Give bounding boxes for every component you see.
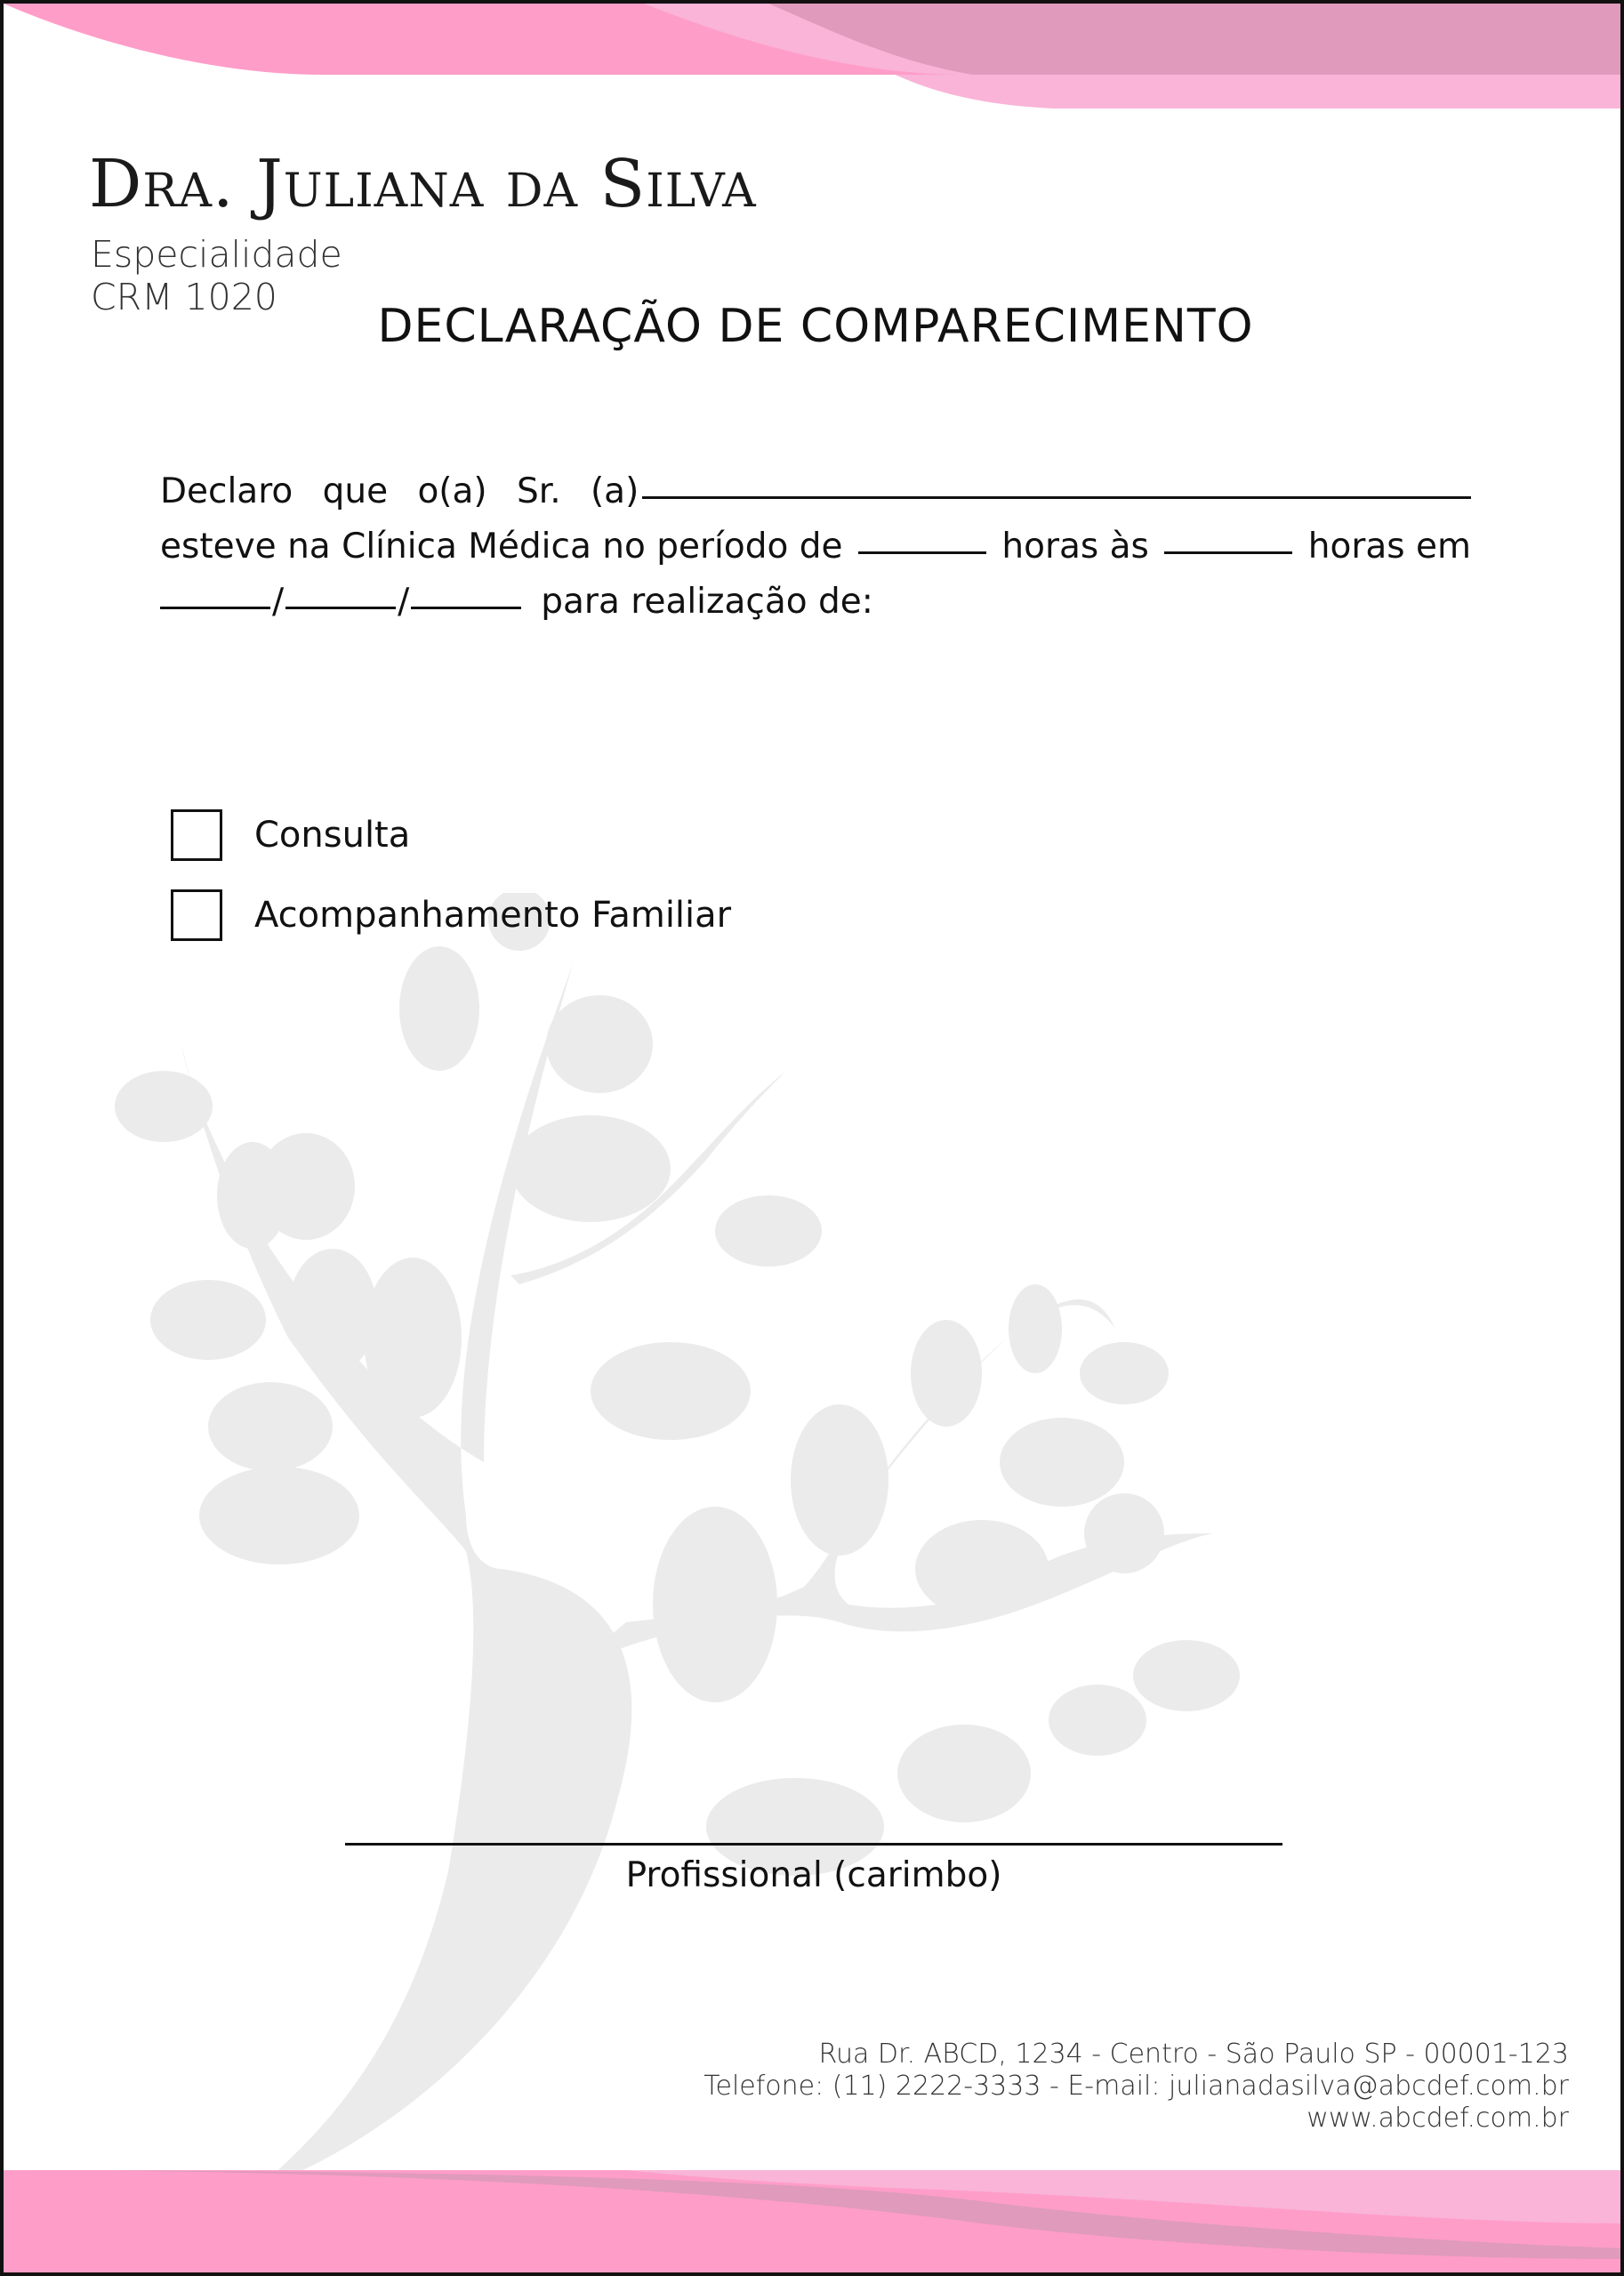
- declaration-line-1: [160, 464, 1471, 519]
- footer-website: www.abcdef.com.br: [1306, 2103, 1569, 2134]
- declaration-word: Sr.: [517, 471, 561, 511]
- end-time-blank[interactable]: [1164, 551, 1292, 554]
- hours-to-label: horas às: [1001, 527, 1149, 567]
- specialty-label: Especialidade: [91, 233, 342, 276]
- doctor-name: Dra. Juliana da Silva: [89, 146, 757, 222]
- document-title: DECLARAÇÃO DE COMPARECIMENTO: [377, 300, 1254, 353]
- option-acompanhamento-familiar[interactable]: [171, 875, 731, 955]
- declaration-line-2: [160, 519, 1471, 575]
- declaration-word: que: [322, 471, 389, 511]
- acompanhamento-checkbox[interactable]: [171, 889, 222, 941]
- date-year-blank[interactable]: [411, 607, 521, 609]
- footer-wave-decoration: [4, 2170, 1624, 2272]
- name-field-group: [591, 464, 1471, 519]
- hours-on-label: horas em: [1307, 527, 1471, 567]
- option-label: Consulta: [254, 815, 411, 856]
- date-month-blank[interactable]: [285, 607, 396, 609]
- option-label: Acompanhamento Familiar: [254, 895, 732, 936]
- period-label: esteve na Clínica Médica no período de: [160, 527, 843, 567]
- crm-number: CRM 1020: [91, 276, 277, 318]
- signature-line[interactable]: [345, 1843, 1282, 1846]
- declaration-word: Declaro: [160, 471, 293, 511]
- purpose-label: para realização de:: [541, 582, 873, 622]
- purpose-options: [171, 795, 731, 955]
- patient-name-blank[interactable]: [642, 496, 1471, 499]
- footer-contact: [703, 2039, 1569, 2135]
- declaration-word: o(a): [417, 471, 487, 511]
- footer-address: Rua Dr. ABCD, 1234 - Centro - São Paulo SP - 00001-123: [818, 2039, 1569, 2070]
- start-time-blank[interactable]: [858, 551, 986, 554]
- declaration-text: [160, 464, 1471, 630]
- header-wave-decoration: [4, 4, 1624, 119]
- option-consulta[interactable]: [171, 795, 731, 875]
- declaration-word: (a): [590, 471, 639, 511]
- signature-label: Profissional (carimbo): [625, 1855, 1002, 1895]
- footer-contact-line: Telefone: (11) 2222-3333 - E-mail: julianadasilva@abcdef.com.br: [703, 2071, 1569, 2102]
- date-separator: /: [398, 582, 410, 622]
- date-separator: /: [272, 582, 285, 622]
- date-day-blank[interactable]: [160, 607, 270, 609]
- declaration-line-3: [160, 575, 1471, 630]
- tree-watermark-icon: [4, 893, 1624, 2192]
- consulta-checkbox[interactable]: [171, 809, 222, 861]
